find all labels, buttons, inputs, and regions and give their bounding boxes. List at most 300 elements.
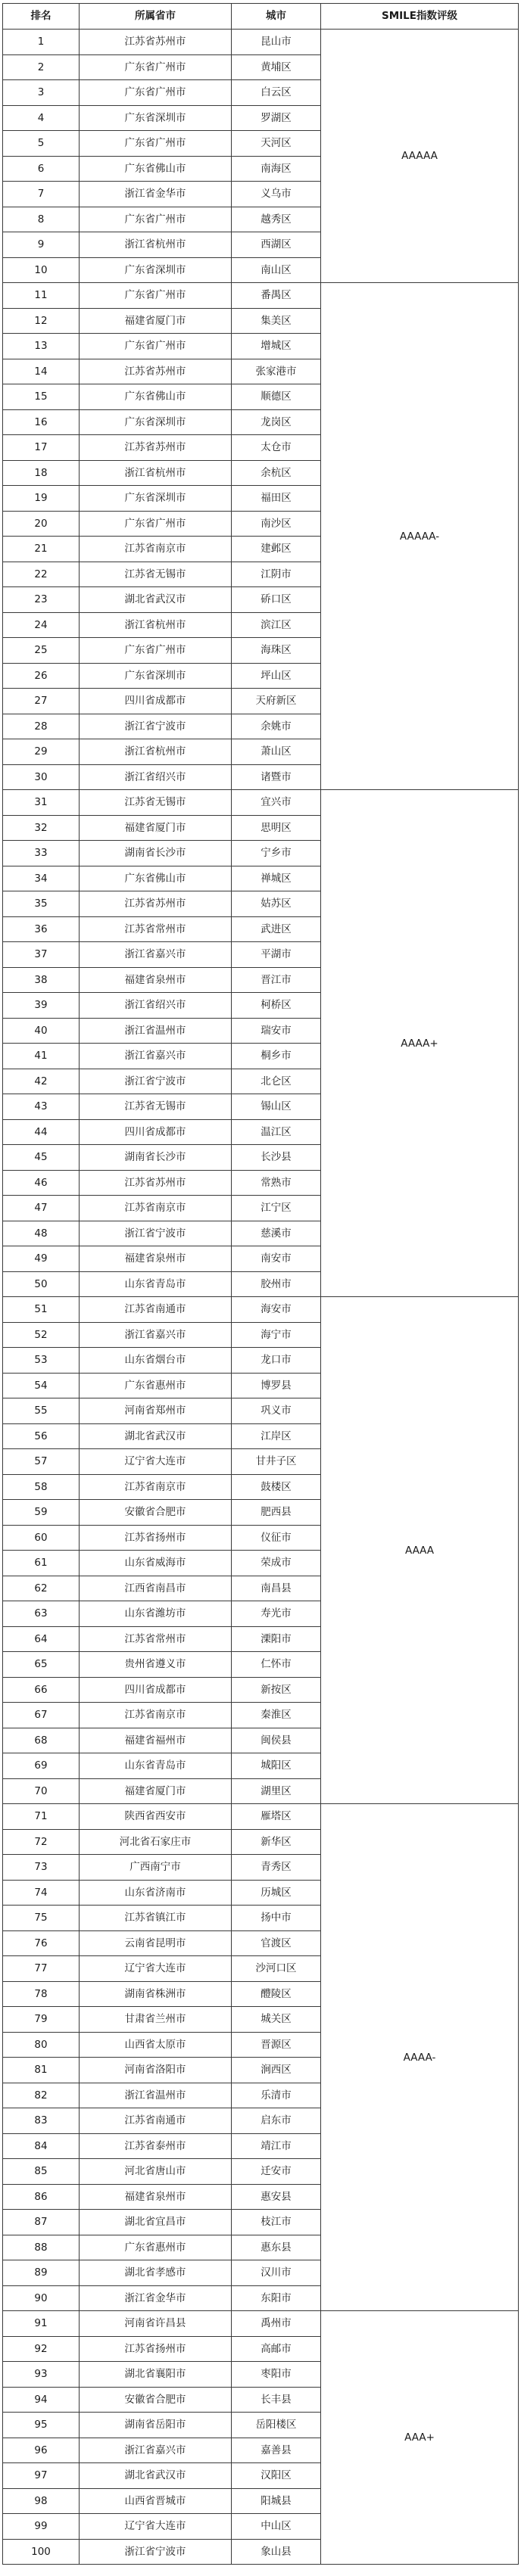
rank-cell: 17 <box>3 435 80 461</box>
grade-cell: AAAAA <box>321 30 519 283</box>
province-city-cell: 湖北省襄阳市 <box>80 2362 232 2388</box>
rank-cell: 97 <box>3 2463 80 2489</box>
province-city-cell: 辽宁省大连市 <box>80 1956 232 1982</box>
district-cell: 黄埔区 <box>232 54 321 80</box>
rank-cell: 14 <box>3 359 80 384</box>
rank-cell: 49 <box>3 1246 80 1272</box>
district-cell: 高邮市 <box>232 2336 321 2362</box>
province-city-cell: 湖北省孝感市 <box>80 2260 232 2286</box>
district-cell: 汉川市 <box>232 2260 321 2286</box>
table-header <box>3 4 519 30</box>
rank-cell: 1 <box>3 30 80 55</box>
district-cell: 启东市 <box>232 2108 321 2134</box>
district-cell: 新按区 <box>232 1677 321 1703</box>
province-city-cell: 浙江省嘉兴市 <box>80 1044 232 1069</box>
rank-cell: 4 <box>3 105 80 131</box>
rank-cell: 78 <box>3 1981 80 2007</box>
rank-cell: 31 <box>3 790 80 816</box>
rank-cell: 96 <box>3 2438 80 2463</box>
rank-cell: 95 <box>3 2413 80 2438</box>
district-cell: 长丰县 <box>232 2387 321 2413</box>
rank-cell: 6 <box>3 156 80 182</box>
district-cell: 柯桥区 <box>232 993 321 1019</box>
rank-cell: 85 <box>3 2159 80 2185</box>
rank-cell: 58 <box>3 1474 80 1500</box>
province-city-cell: 湖南省岳阳市 <box>80 2413 232 2438</box>
header-district: 城市 <box>232 4 321 30</box>
district-cell: 新华区 <box>232 1829 321 1855</box>
district-cell: 龙岗区 <box>232 409 321 435</box>
province-city-cell: 江西省南昌市 <box>80 1576 232 1601</box>
grade-cell: AAAAA- <box>321 283 519 790</box>
province-city-cell: 浙江省宁波市 <box>80 714 232 739</box>
province-city-cell: 湖北省武汉市 <box>80 587 232 613</box>
province-city-cell: 山西省太原市 <box>80 2032 232 2058</box>
rank-cell: 61 <box>3 1551 80 1576</box>
district-cell: 晋江市 <box>232 967 321 993</box>
province-city-cell: 山东省青岛市 <box>80 1271 232 1297</box>
grade-cell: AAAA+ <box>321 790 519 1297</box>
rank-cell: 52 <box>3 1322 80 1348</box>
rank-cell: 72 <box>3 1829 80 1855</box>
province-city-cell: 广东省惠州市 <box>80 1373 232 1398</box>
district-cell: 锡山区 <box>232 1094 321 1120</box>
province-city-cell: 浙江省杭州市 <box>80 739 232 765</box>
province-city-cell: 江苏省无锡市 <box>80 562 232 587</box>
province-city-cell: 福建省泉州市 <box>80 2184 232 2210</box>
province-city-cell: 福建省福州市 <box>80 1728 232 1753</box>
province-city-cell: 广东省佛山市 <box>80 156 232 182</box>
district-cell: 武进区 <box>232 916 321 942</box>
district-cell: 青秀区 <box>232 1855 321 1881</box>
province-city-cell: 江苏省南京市 <box>80 537 232 562</box>
province-city-cell: 山东省威海市 <box>80 1551 232 1576</box>
province-city-cell: 江苏省无锡市 <box>80 1094 232 1120</box>
district-cell: 迁安市 <box>232 2159 321 2185</box>
province-city-cell: 河北省石家庄市 <box>80 1829 232 1855</box>
rank-cell: 9 <box>3 232 80 258</box>
district-cell: 义乌市 <box>232 182 321 207</box>
province-city-cell: 江苏省南京市 <box>80 1196 232 1221</box>
table-row <box>3 2311 519 2337</box>
rank-cell: 29 <box>3 739 80 765</box>
district-cell: 江岸区 <box>232 1423 321 1449</box>
rank-cell: 90 <box>3 2285 80 2311</box>
province-city-cell: 浙江省绍兴市 <box>80 993 232 1019</box>
province-city-cell: 湖北省武汉市 <box>80 1423 232 1449</box>
district-cell: 海珠区 <box>232 638 321 664</box>
table-row <box>3 1804 519 1830</box>
province-city-cell: 江苏省苏州市 <box>80 1170 232 1196</box>
district-cell: 福田区 <box>232 486 321 512</box>
district-cell: 瑞安市 <box>232 1018 321 1044</box>
province-city-cell: 辽宁省大连市 <box>80 1449 232 1475</box>
district-cell: 张家港市 <box>232 359 321 384</box>
rank-cell: 86 <box>3 2184 80 2210</box>
province-city-cell: 江苏省南通市 <box>80 1297 232 1323</box>
table-body <box>3 30 519 2565</box>
rank-cell: 88 <box>3 2235 80 2260</box>
district-cell: 海安市 <box>232 1297 321 1323</box>
rank-cell: 19 <box>3 486 80 512</box>
district-cell: 思明区 <box>232 815 321 841</box>
district-cell: 城关区 <box>232 2007 321 2033</box>
district-cell: 乐清市 <box>232 2083 321 2108</box>
province-city-cell: 江苏省扬州市 <box>80 1525 232 1551</box>
province-city-cell: 江苏省泰州市 <box>80 2133 232 2159</box>
table-row <box>3 790 519 816</box>
district-cell: 惠安县 <box>232 2184 321 2210</box>
province-city-cell: 云南省昆明市 <box>80 1930 232 1956</box>
district-cell: 龙口市 <box>232 1348 321 1374</box>
province-city-cell: 江苏省扬州市 <box>80 2336 232 2362</box>
province-city-cell: 广东省广州市 <box>80 131 232 157</box>
rank-cell: 42 <box>3 1069 80 1094</box>
district-cell: 秦淮区 <box>232 1703 321 1728</box>
district-cell: 顺德区 <box>232 384 321 410</box>
district-cell: 桐乡市 <box>232 1044 321 1069</box>
province-city-cell: 浙江省金华市 <box>80 182 232 207</box>
rank-cell: 87 <box>3 2210 80 2235</box>
province-city-cell: 广东省广州市 <box>80 638 232 664</box>
province-city-cell: 四川省成都市 <box>80 689 232 714</box>
province-city-cell: 安徽省合肥市 <box>80 1500 232 1526</box>
rank-cell: 82 <box>3 2083 80 2108</box>
rank-cell: 44 <box>3 1119 80 1145</box>
district-cell: 巩义市 <box>232 1398 321 1424</box>
rank-cell: 18 <box>3 460 80 486</box>
rank-cell: 22 <box>3 562 80 587</box>
district-cell: 靖江市 <box>232 2133 321 2159</box>
rank-cell: 3 <box>3 80 80 106</box>
district-cell: 慈溪市 <box>232 1221 321 1246</box>
rank-cell: 30 <box>3 764 80 790</box>
district-cell: 沙河口区 <box>232 1956 321 1982</box>
province-city-cell: 浙江省绍兴市 <box>80 764 232 790</box>
province-city-cell: 广东省广州市 <box>80 54 232 80</box>
district-cell: 城阳区 <box>232 1753 321 1779</box>
rank-cell: 98 <box>3 2488 80 2514</box>
district-cell: 醴陵区 <box>232 1981 321 2007</box>
province-city-cell: 福建省泉州市 <box>80 967 232 993</box>
province-city-cell: 四川省成都市 <box>80 1677 232 1703</box>
rank-cell: 59 <box>3 1500 80 1526</box>
district-cell: 江宁区 <box>232 1196 321 1221</box>
province-city-cell: 广东省广州市 <box>80 207 232 232</box>
province-city-cell: 浙江省嘉兴市 <box>80 1322 232 1348</box>
province-city-cell: 江苏省苏州市 <box>80 359 232 384</box>
district-cell: 寿光市 <box>232 1601 321 1627</box>
district-cell: 官渡区 <box>232 1930 321 1956</box>
smile-index-ranking-table <box>2 3 519 2565</box>
district-cell: 集美区 <box>232 308 321 334</box>
district-cell: 长沙县 <box>232 1145 321 1171</box>
grade-cell: AAAA <box>321 1297 519 1804</box>
province-city-cell: 江苏省苏州市 <box>80 30 232 55</box>
province-city-cell: 广东省深圳市 <box>80 105 232 131</box>
district-cell: 昆山市 <box>232 30 321 55</box>
table-row <box>3 283 519 309</box>
district-cell: 南沙区 <box>232 511 321 537</box>
province-city-cell: 广东省佛山市 <box>80 384 232 410</box>
province-city-cell: 广东省广州市 <box>80 283 232 309</box>
rank-cell: 32 <box>3 815 80 841</box>
rank-cell: 80 <box>3 2032 80 2058</box>
district-cell: 滨江区 <box>232 612 321 638</box>
district-cell: 江阴市 <box>232 562 321 587</box>
district-cell: 枣阳市 <box>232 2362 321 2388</box>
rank-cell: 43 <box>3 1094 80 1120</box>
rank-cell: 47 <box>3 1196 80 1221</box>
district-cell: 岳阳楼区 <box>232 2413 321 2438</box>
province-city-cell: 福建省厦门市 <box>80 815 232 841</box>
district-cell: 诸暨市 <box>232 764 321 790</box>
rank-cell: 64 <box>3 1626 80 1652</box>
rank-cell: 50 <box>3 1271 80 1297</box>
rank-cell: 56 <box>3 1423 80 1449</box>
rank-cell: 48 <box>3 1221 80 1246</box>
province-city-cell: 浙江省金华市 <box>80 2285 232 2311</box>
district-cell: 增城区 <box>232 334 321 359</box>
province-city-cell: 江苏省南京市 <box>80 1474 232 1500</box>
province-city-cell: 河南省洛阳市 <box>80 2058 232 2083</box>
province-city-cell: 山西省晋城市 <box>80 2488 232 2514</box>
district-cell: 平湖市 <box>232 942 321 968</box>
rank-cell: 84 <box>3 2133 80 2159</box>
district-cell: 博罗县 <box>232 1373 321 1398</box>
district-cell: 海宁市 <box>232 1322 321 1348</box>
province-city-cell: 浙江省温州市 <box>80 2083 232 2108</box>
district-cell: 仪征市 <box>232 1525 321 1551</box>
district-cell: 天河区 <box>232 131 321 157</box>
district-cell: 仁怀市 <box>232 1652 321 1678</box>
province-city-cell: 山东省青岛市 <box>80 1753 232 1779</box>
district-cell: 建邺区 <box>232 537 321 562</box>
rank-cell: 63 <box>3 1601 80 1627</box>
province-city-cell: 广东省深圳市 <box>80 257 232 283</box>
province-city-cell: 福建省泉州市 <box>80 1246 232 1272</box>
district-cell: 溧阳市 <box>232 1626 321 1652</box>
province-city-cell: 江苏省南通市 <box>80 2108 232 2134</box>
rank-cell: 33 <box>3 841 80 866</box>
district-cell: 闽侯县 <box>232 1728 321 1753</box>
province-city-cell: 浙江省宁波市 <box>80 2539 232 2565</box>
grade-cell: AAA+ <box>321 2311 519 2565</box>
rank-cell: 20 <box>3 511 80 537</box>
province-city-cell: 广东省深圳市 <box>80 663 232 689</box>
province-city-cell: 江苏省常州市 <box>80 1626 232 1652</box>
province-city-cell: 广东省惠州市 <box>80 2235 232 2260</box>
district-cell: 晋源区 <box>232 2032 321 2058</box>
table-row <box>3 30 519 55</box>
rank-cell: 36 <box>3 916 80 942</box>
district-cell: 坪山区 <box>232 663 321 689</box>
rank-cell: 25 <box>3 638 80 664</box>
rank-cell: 57 <box>3 1449 80 1475</box>
province-city-cell: 甘肃省兰州市 <box>80 2007 232 2033</box>
rank-cell: 94 <box>3 2387 80 2413</box>
rank-cell: 2 <box>3 54 80 80</box>
rank-cell: 40 <box>3 1018 80 1044</box>
rank-cell: 70 <box>3 1778 80 1804</box>
rank-cell: 67 <box>3 1703 80 1728</box>
rank-cell: 69 <box>3 1753 80 1779</box>
district-cell: 中山区 <box>232 2514 321 2540</box>
rank-cell: 73 <box>3 1855 80 1881</box>
rank-cell: 79 <box>3 2007 80 2033</box>
rank-cell: 8 <box>3 207 80 232</box>
district-cell: 胶州市 <box>232 1271 321 1297</box>
district-cell: 鼓楼区 <box>232 1474 321 1500</box>
province-city-cell: 河南省许昌县 <box>80 2311 232 2337</box>
province-city-cell: 福建省厦门市 <box>80 1778 232 1804</box>
province-city-cell: 江苏省苏州市 <box>80 891 232 917</box>
district-cell: 番禺区 <box>232 283 321 309</box>
province-city-cell: 广东省广州市 <box>80 80 232 106</box>
province-city-cell: 广东省深圳市 <box>80 409 232 435</box>
header-rank: 排名 <box>3 4 80 30</box>
rank-cell: 93 <box>3 2362 80 2388</box>
province-city-cell: 广东省佛山市 <box>80 866 232 891</box>
rank-cell: 83 <box>3 2108 80 2134</box>
rank-cell: 7 <box>3 182 80 207</box>
rank-cell: 92 <box>3 2336 80 2362</box>
province-city-cell: 山东省潍坊市 <box>80 1601 232 1627</box>
grade-cell: AAAA- <box>321 1804 519 2311</box>
table-row <box>3 1297 519 1323</box>
province-city-cell: 浙江省宁波市 <box>80 1069 232 1094</box>
header-grade: SMILE指数评级 <box>321 4 519 30</box>
province-city-cell: 陕西省西安市 <box>80 1804 232 1830</box>
rank-cell: 28 <box>3 714 80 739</box>
district-cell: 扬中市 <box>232 1906 321 1931</box>
district-cell: 姑苏区 <box>232 891 321 917</box>
rank-cell: 15 <box>3 384 80 410</box>
district-cell: 湖里区 <box>232 1778 321 1804</box>
rank-cell: 53 <box>3 1348 80 1374</box>
district-cell: 枝江市 <box>232 2210 321 2235</box>
rank-cell: 26 <box>3 663 80 689</box>
district-cell: 雁塔区 <box>232 1804 321 1830</box>
rank-cell: 24 <box>3 612 80 638</box>
province-city-cell: 辽宁省大连市 <box>80 2514 232 2540</box>
rank-cell: 100 <box>3 2539 80 2565</box>
province-city-cell: 湖北省武汉市 <box>80 2463 232 2489</box>
province-city-cell: 湖南省长沙市 <box>80 1145 232 1171</box>
rank-cell: 99 <box>3 2514 80 2540</box>
district-cell: 白云区 <box>232 80 321 106</box>
district-cell: 历城区 <box>232 1880 321 1906</box>
district-cell: 荣成市 <box>232 1551 321 1576</box>
province-city-cell: 河南省郑州市 <box>80 1398 232 1424</box>
province-city-cell: 江苏省常州市 <box>80 916 232 942</box>
rank-cell: 37 <box>3 942 80 968</box>
district-cell: 南昌县 <box>232 1576 321 1601</box>
district-cell: 禅城区 <box>232 866 321 891</box>
province-city-cell: 江苏省南京市 <box>80 1703 232 1728</box>
rank-cell: 55 <box>3 1398 80 1424</box>
rank-cell: 60 <box>3 1525 80 1551</box>
rank-cell: 81 <box>3 2058 80 2083</box>
district-cell: 硚口区 <box>232 587 321 613</box>
district-cell: 汉阳区 <box>232 2463 321 2489</box>
header-province-city: 所属省市 <box>80 4 232 30</box>
district-cell: 涧西区 <box>232 2058 321 2083</box>
rank-cell: 23 <box>3 587 80 613</box>
district-cell: 南海区 <box>232 156 321 182</box>
rank-cell: 46 <box>3 1170 80 1196</box>
province-city-cell: 广东省深圳市 <box>80 486 232 512</box>
rank-cell: 38 <box>3 967 80 993</box>
district-cell: 南山区 <box>232 257 321 283</box>
province-city-cell: 河北省唐山市 <box>80 2159 232 2185</box>
rank-cell: 11 <box>3 283 80 309</box>
province-city-cell: 浙江省杭州市 <box>80 232 232 258</box>
rank-cell: 54 <box>3 1373 80 1398</box>
province-city-cell: 福建省厦门市 <box>80 308 232 334</box>
district-cell: 禹州市 <box>232 2311 321 2337</box>
province-city-cell: 安徽省合肥市 <box>80 2387 232 2413</box>
district-cell: 温江区 <box>232 1119 321 1145</box>
district-cell: 太仓市 <box>232 435 321 461</box>
rank-cell: 27 <box>3 689 80 714</box>
rank-cell: 45 <box>3 1145 80 1171</box>
province-city-cell: 浙江省嘉兴市 <box>80 942 232 968</box>
district-cell: 东阳市 <box>232 2285 321 2311</box>
province-city-cell: 四川省成都市 <box>80 1119 232 1145</box>
district-cell: 南安市 <box>232 1246 321 1272</box>
province-city-cell: 贵州省遵义市 <box>80 1652 232 1678</box>
rank-cell: 89 <box>3 2260 80 2286</box>
district-cell: 宜兴市 <box>232 790 321 816</box>
province-city-cell: 江苏省苏州市 <box>80 435 232 461</box>
district-cell: 象山县 <box>232 2539 321 2565</box>
district-cell: 越秀区 <box>232 207 321 232</box>
district-cell: 余姚市 <box>232 714 321 739</box>
province-city-cell: 江苏省镇江市 <box>80 1906 232 1931</box>
province-city-cell: 广东省广州市 <box>80 334 232 359</box>
rank-cell: 35 <box>3 891 80 917</box>
rank-cell: 91 <box>3 2311 80 2337</box>
rank-cell: 65 <box>3 1652 80 1678</box>
rank-cell: 75 <box>3 1906 80 1931</box>
rank-cell: 5 <box>3 131 80 157</box>
district-cell: 罗湖区 <box>232 105 321 131</box>
province-city-cell: 浙江省杭州市 <box>80 460 232 486</box>
province-city-cell: 湖南省株洲市 <box>80 1981 232 2007</box>
province-city-cell: 山东省济南市 <box>80 1880 232 1906</box>
district-cell: 甘井子区 <box>232 1449 321 1475</box>
district-cell: 常熟市 <box>232 1170 321 1196</box>
rank-cell: 39 <box>3 993 80 1019</box>
province-city-cell: 湖南省长沙市 <box>80 841 232 866</box>
rank-cell: 51 <box>3 1297 80 1323</box>
district-cell: 余杭区 <box>232 460 321 486</box>
rank-cell: 10 <box>3 257 80 283</box>
province-city-cell: 广西南宁市 <box>80 1855 232 1881</box>
province-city-cell: 广东省广州市 <box>80 511 232 537</box>
rank-cell: 34 <box>3 866 80 891</box>
province-city-cell: 浙江省嘉兴市 <box>80 2438 232 2463</box>
rank-cell: 16 <box>3 409 80 435</box>
district-cell: 北仑区 <box>232 1069 321 1094</box>
district-cell: 萧山区 <box>232 739 321 765</box>
district-cell: 惠东县 <box>232 2235 321 2260</box>
ranking-table-container <box>2 3 519 2565</box>
rank-cell: 77 <box>3 1956 80 1982</box>
rank-cell: 62 <box>3 1576 80 1601</box>
district-cell: 肥西县 <box>232 1500 321 1526</box>
